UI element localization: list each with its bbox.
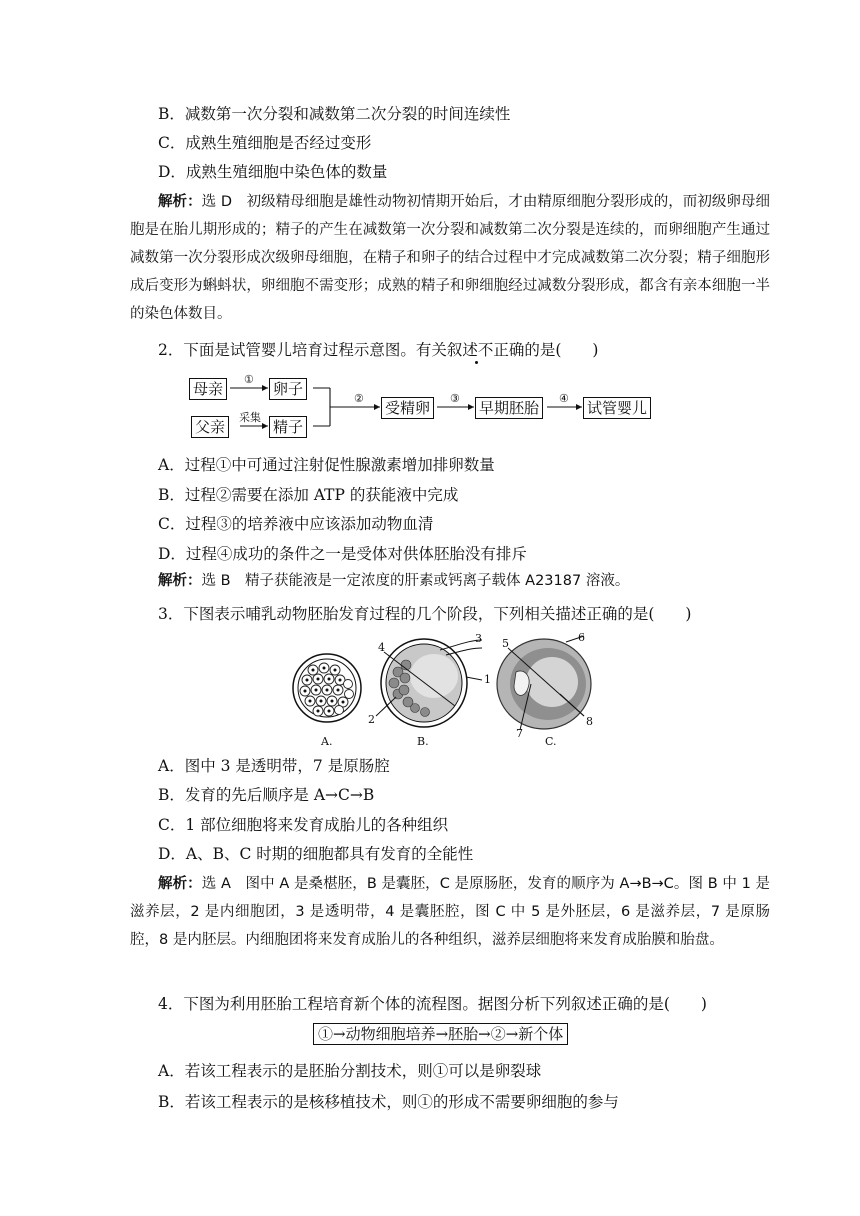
analysis-text: 选 B 精子获能液是一定浓度的肝素或钙离子载体 A23187 溶液。	[201, 573, 630, 589]
q1-option-b: B．减数第一次分裂和减数第二次分裂的时间连续性	[158, 105, 511, 123]
egg-box: 卵子	[269, 378, 307, 400]
q2-stem: 2．下面是试管婴儿培育过程示意图。有关叙述不正确的是( )	[158, 341, 599, 359]
step4-label: ④	[559, 392, 569, 405]
mother-box: 母亲	[189, 378, 227, 400]
morula-drawing	[293, 654, 361, 722]
step3-label: ③	[450, 392, 460, 405]
q2-option-c: C．过程③的培养液中应该添加动物血清	[158, 515, 434, 533]
q4-option-a: A．若该工程表示的是胚胎分割技术，则①可以是卵裂球	[158, 1062, 542, 1080]
figure-b-caption: B.	[417, 735, 429, 748]
gastrula-drawing	[497, 636, 591, 730]
figure-a-caption: A.	[321, 735, 333, 748]
fertilized-egg-box: 受精卵	[381, 397, 434, 419]
collect-label: 采集	[239, 411, 261, 424]
blastocyst-drawing	[376, 639, 482, 727]
q2-option-b: B．过程②需要在添加 ATP 的获能液中完成	[158, 486, 459, 504]
early-embryo-box: 早期胚胎	[475, 397, 543, 419]
label-3: 3	[475, 632, 482, 645]
sperm-box: 精子	[269, 416, 307, 438]
analysis-text: 选 D 初级精母细胞是雄性动物初情期开始后，才由精原细胞分裂形成的，而初级卵母细胞是在胎儿期形成的；精子的产生在减数第一次分裂和减数第二次分裂是连续的，而卵细胞产生通过减数第一次分裂形成次级卵母细胞，在精子和卵子的结合过程中才完成减数第二次分裂；精子细胞形成后变形为蝌蚪状，卵细胞不需变形；成熟的精子和卵细胞经过减数分裂形成，都含有亲本细胞一半的染色体数目。	[130, 194, 770, 322]
q1-option-d: D．成熟生殖细胞中染色体的数量	[158, 163, 388, 181]
label-8: 8	[586, 715, 593, 728]
q4-flow-box: ①→动物细胞培养→胚胎→②→新个体	[313, 1023, 568, 1045]
label-5: 5	[502, 637, 509, 650]
label-7: 7	[516, 727, 523, 740]
label-6: 6	[578, 631, 585, 644]
figure-c-caption: C.	[545, 735, 557, 748]
analysis-label: 解析：	[158, 573, 202, 589]
test-tube-baby-box: 试管婴儿	[583, 397, 651, 419]
q4-stem: 4．下图为利用胚胎工程培育新个体的流程图。据图分析下列叙述正确的是( )	[158, 995, 707, 1013]
q1-option-c: C．成熟生殖细胞是否经过变形	[158, 134, 372, 152]
father-box: 父亲	[191, 416, 229, 438]
q3-option-b: B．发育的先后顺序是 A→C→B	[158, 786, 375, 804]
q2-option-a: A．过程①中可通过注射促性腺激素增加排卵数量	[158, 456, 495, 474]
q3-option-d: D．A、B、C 时期的细胞都具有发育的全能性	[158, 845, 474, 863]
q2-option-d: D．过程④成功的条件之一是受体对供体胚胎没有排斥	[158, 545, 527, 563]
analysis-label: 解析：	[158, 876, 202, 892]
q3-option-a: A．图中 3 是透明带，7 是原肠腔	[158, 757, 390, 775]
label-1: 1	[484, 673, 491, 686]
label-2: 2	[368, 713, 375, 726]
q3-analysis	[130, 870, 770, 954]
analysis-text: 选 A 图中 A 是桑椹胚，B 是囊胚，C 是原肠胚，发育的顺序为 A→B→C。图 B 中 1 是滋养层，2 是内细胞团，3 是透明带，4 是囊胚腔，图 C 中 5 是外胚层，6 是滋养层，7 是原肠腔，8 是内胚层。内细胞团将来发育成胎儿的各种组织，滋养层细胞将来发育成胎膜和胎盘。	[130, 876, 770, 948]
q4-option-b: B．若该工程表示的是核移植技术，则①的形成不需要卵细胞的参与	[158, 1093, 619, 1111]
step2-label: ②	[354, 392, 364, 405]
analysis-label: 解析：	[158, 194, 202, 210]
q3-option-c: C．1 部位细胞将来发育成胎儿的各种组织	[158, 816, 449, 834]
q3-stem: 3．下图表示哺乳动物胚胎发育过程的几个阶段，下列相关描述正确的是( )	[158, 605, 692, 623]
step1-label: ①	[244, 373, 254, 386]
label-4: 4	[378, 641, 385, 654]
